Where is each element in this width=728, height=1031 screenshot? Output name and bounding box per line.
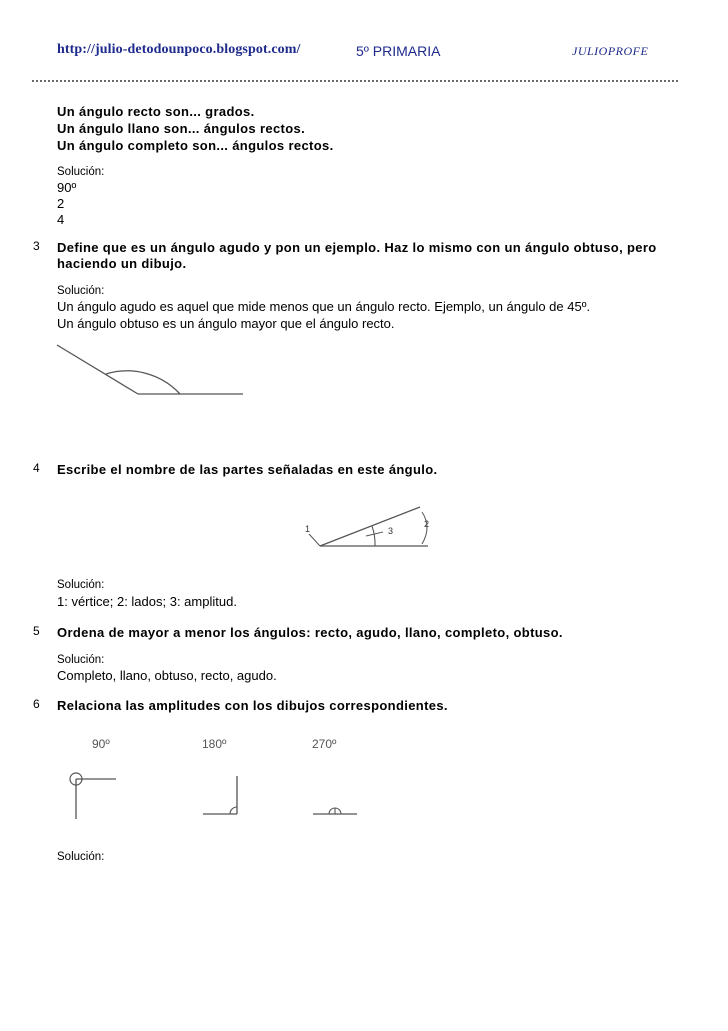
- q5-solution-label: Solución:: [57, 654, 105, 666]
- q3-answer-1: Un ángulo agudo es aquel que mide menos que un ángulo recto. Ejemplo, un ángulo de 45º.: [57, 299, 591, 314]
- q3-solution-label: Solución:: [57, 285, 105, 297]
- figure-label-1: 1: [305, 524, 311, 534]
- obtuse-angle-drawing: [50, 338, 260, 403]
- header-divider: [32, 80, 678, 82]
- q6-question: Relaciona las amplitudes con los dibujos correspondientes.: [57, 698, 448, 713]
- header-author: JULIOPROFE: [572, 44, 649, 58]
- q6-solution-label: Solución:: [57, 851, 105, 863]
- header-url: http://julio-detodounpoco.blogspot.com/: [57, 42, 301, 57]
- q3-answer-2: Un ángulo obtuso es un ángulo mayor que el ángulo recto.: [57, 316, 395, 331]
- q4-question: Escribe el nombre de las partes señaladas en este ángulo.: [57, 462, 438, 477]
- angle-drawing-90: [195, 770, 255, 820]
- q2-answer-3: 4: [57, 212, 65, 227]
- q3-question-line-2: haciendo un dibujo.: [57, 256, 187, 271]
- amplitude-180: 180º: [202, 737, 227, 751]
- q2-line-3: Un ángulo completo son... ángulos rectos.: [57, 138, 334, 153]
- figure-label-2: 2: [424, 519, 430, 529]
- q2-solution-label: Solución:: [57, 166, 105, 178]
- q5-answer: Completo, llano, obtuso, recto, agudo.: [57, 668, 277, 683]
- q4-number: 4: [33, 461, 40, 475]
- angle-drawing-270: [60, 765, 120, 825]
- q3-question-line-1: Define que es un ángulo agudo y pon un ejemplo. Haz lo mismo con un ángulo obtuso, pero: [57, 240, 657, 255]
- q3-number: 3: [33, 239, 40, 253]
- amplitude-90: 90º: [92, 737, 110, 751]
- angle-parts-figure: [300, 500, 440, 555]
- q6-number: 6: [33, 697, 40, 711]
- figure-label-3: 3: [388, 526, 394, 536]
- q5-number: 5: [33, 624, 40, 638]
- q5-question: Ordena de mayor a menor los ángulos: recto, agudo, llano, completo, obtuso.: [57, 625, 563, 640]
- q2-answer-2: 2: [57, 196, 65, 211]
- q2-line-1: Un ángulo recto son... grados.: [57, 104, 255, 119]
- angle-drawing-180: [305, 795, 365, 825]
- q2-line-2: Un ángulo llano son... ángulos rectos.: [57, 121, 306, 136]
- q4-answer: 1: vértice; 2: lados; 3: amplitud.: [57, 594, 237, 609]
- q4-solution-label: Solución:: [57, 579, 105, 591]
- header-grade: 5º PRIMARIA: [356, 43, 441, 59]
- amplitude-270: 270º: [312, 737, 337, 751]
- q2-answer-1: 90º: [57, 180, 77, 195]
